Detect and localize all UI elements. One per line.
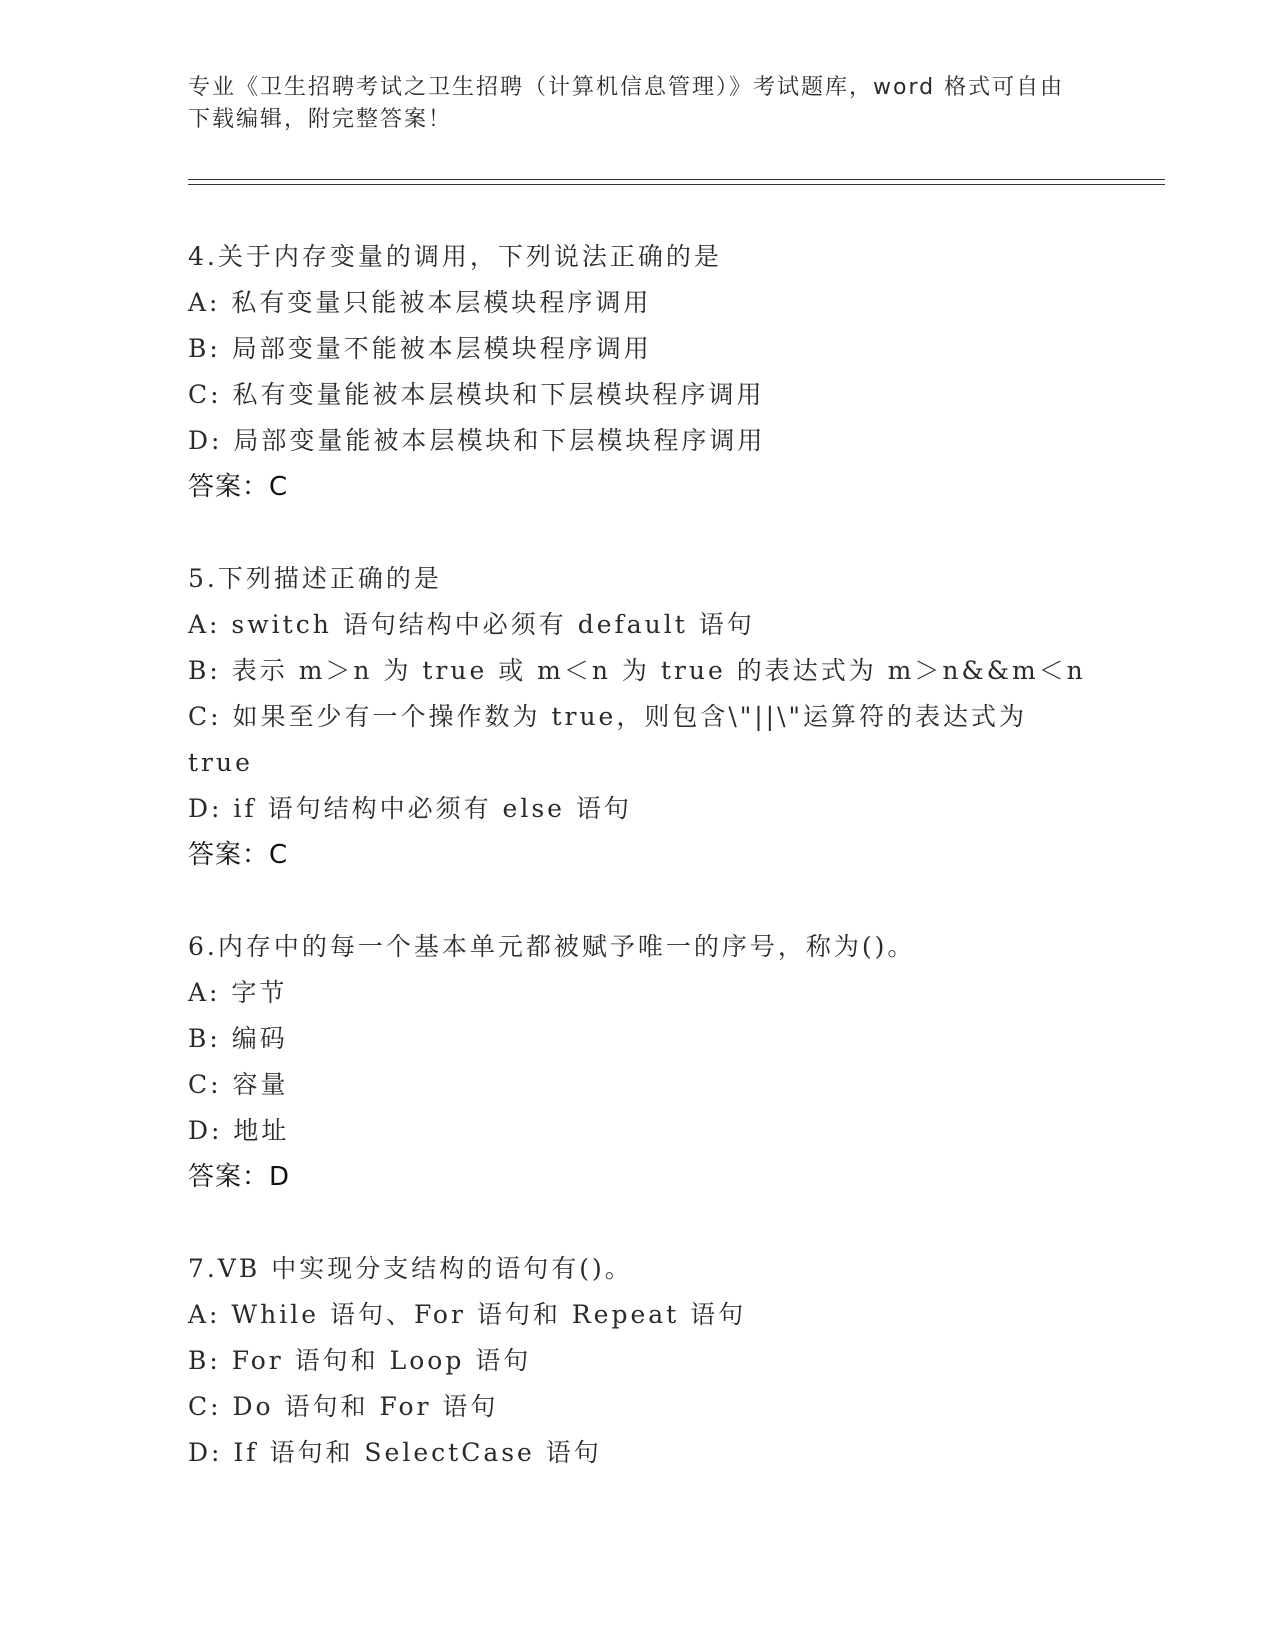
header-divider-bottom — [188, 184, 1165, 185]
option-b: B: 表示 m＞n 为 true 或 m＜n 为 true 的表达式为 m＞n&&m＜n — [188, 656, 1086, 685]
question-5 — [188, 556, 1088, 878]
header-divider-top — [188, 179, 1165, 180]
option-d: D: 地址 — [188, 1116, 290, 1145]
document-header: 专业《卫生招聘考试之卫生招聘（计算机信息管理）》考试题库，word 格式可自由下载编辑，附完整答案！ — [188, 75, 1065, 132]
option-b: B: For 语句和 Loop 语句 — [188, 1346, 532, 1375]
question-stem: 4.关于内存变量的调用，下列说法正确的是 — [188, 242, 722, 271]
option-c: C: Do 语句和 For 语句 — [188, 1392, 499, 1421]
answer: 答案：C — [188, 840, 289, 870]
option-d: D: If 语句和 SelectCase 语句 — [188, 1438, 602, 1467]
question-stem: 5.下列描述正确的是 — [188, 564, 442, 593]
option-c: C: 私有变量能被本层模块和下层模块程序调用 — [188, 380, 765, 409]
answer: 答案：D — [188, 1162, 291, 1192]
option-a: A: 私有变量只能被本层模块程序调用 — [188, 288, 652, 317]
option-d: D: if 语句结构中必须有 else 语句 — [188, 794, 632, 823]
question-7 — [188, 1246, 1088, 1476]
option-a: A: While 语句、For 语句和 Repeat 语句 — [188, 1300, 747, 1329]
option-a: A: switch 语句结构中必须有 default 语句 — [188, 610, 755, 639]
option-d: D: 局部变量能被本层模块和下层模块程序调用 — [188, 426, 766, 455]
answer: 答案：C — [188, 472, 289, 502]
option-b: B: 局部变量不能被本层模块程序调用 — [188, 334, 652, 363]
question-4 — [188, 234, 1088, 510]
question-6 — [188, 924, 1088, 1200]
option-a: A: 字节 — [188, 978, 288, 1007]
option-c: C: 如果至少有一个操作数为 true，则包含\"||\"运算符的表达式为 true — [188, 702, 1038, 777]
option-b: B: 编码 — [188, 1024, 288, 1053]
question-stem: 6.内存中的每一个基本单元都被赋予唯一的序号，称为()。 — [188, 932, 916, 961]
question-stem: 7.VB 中实现分支结构的语句有()。 — [188, 1254, 633, 1283]
question-list — [188, 234, 1088, 1522]
option-c: C: 容量 — [188, 1070, 289, 1099]
